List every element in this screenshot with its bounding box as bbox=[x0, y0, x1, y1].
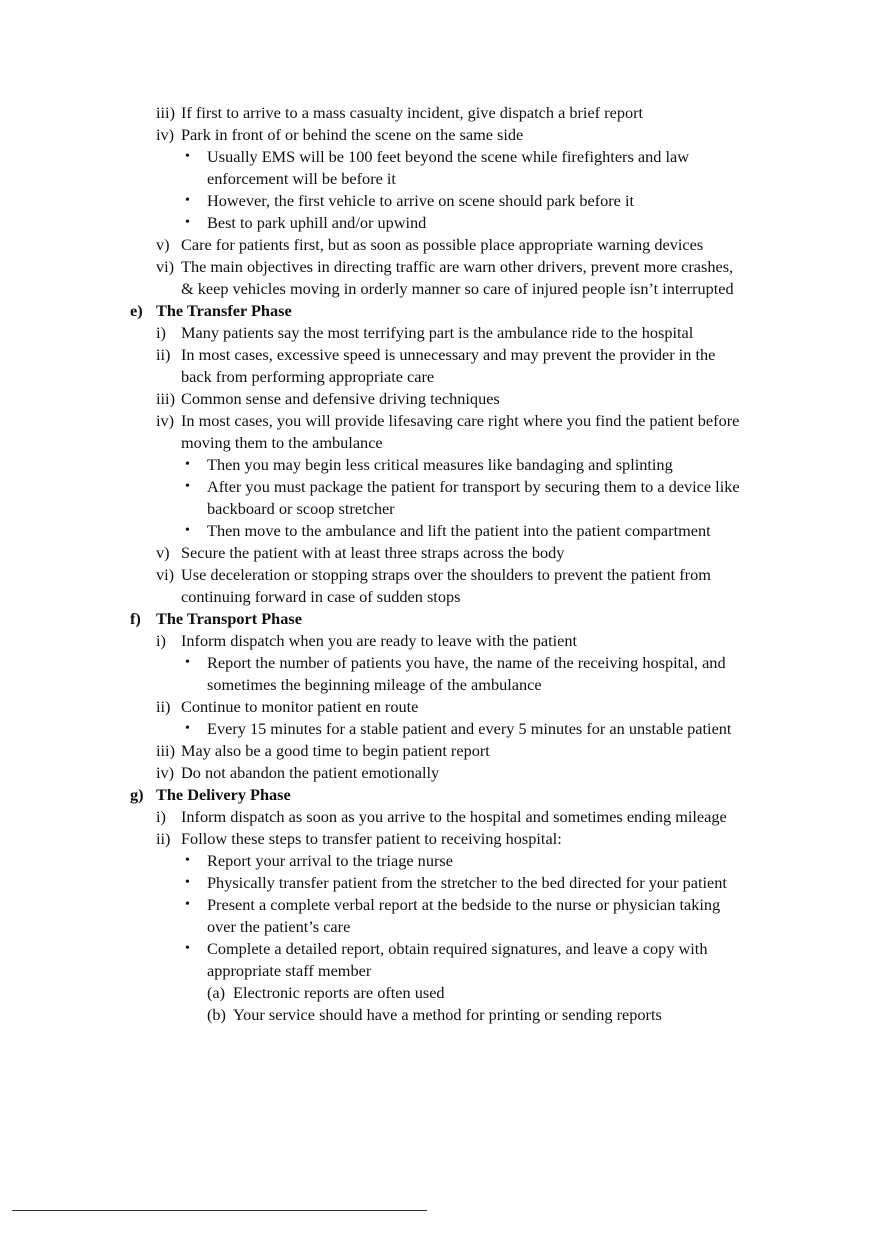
list-item-text: In most cases, excessive speed is unnecessary and may prevent the provider in the bbox=[181, 345, 716, 364]
list-marker: vi) bbox=[156, 257, 175, 276]
bullet-marker: • bbox=[185, 215, 190, 230]
list-marker: v) bbox=[156, 543, 170, 562]
list-item-text: If first to arrive to a mass casualty incident, give dispatch a brief report bbox=[181, 103, 644, 122]
list-item-text: Present a complete verbal report at the bedside to the nurse or physician taking bbox=[207, 895, 721, 914]
list-marker: i) bbox=[156, 807, 166, 826]
list-item-text: Use deceleration or stopping straps over the shoulders to prevent the patient from bbox=[181, 565, 711, 584]
list-item-text: Many patients say the most terrifying part is the ambulance ride to the hospital bbox=[181, 323, 694, 342]
list-marker: (b) bbox=[207, 1005, 226, 1024]
list-marker: iv) bbox=[156, 125, 175, 144]
list-item-text: May also be a good time to begin patient report bbox=[181, 741, 490, 760]
list-marker: iii) bbox=[156, 389, 175, 408]
bullet-marker: • bbox=[185, 149, 190, 164]
list-item-text: Report the number of patients you have, the name of the receiving hospital, and bbox=[207, 653, 726, 672]
list-item-text: Then you may begin less critical measures like bandaging and splinting bbox=[207, 455, 673, 474]
list-marker: ii) bbox=[156, 829, 171, 848]
section-heading: The Transfer Phase bbox=[156, 301, 292, 320]
list-item-text: & keep vehicles moving in orderly manner so care of injured people isn’t interrupted bbox=[181, 279, 734, 298]
list-marker: iii) bbox=[156, 103, 175, 122]
list-item-text: Continue to monitor patient en route bbox=[181, 697, 419, 716]
bullet-marker: • bbox=[185, 523, 190, 538]
bullet-marker: • bbox=[185, 721, 190, 736]
section-marker: g) bbox=[130, 785, 144, 804]
section-heading: The Delivery Phase bbox=[156, 785, 291, 804]
list-marker: ii) bbox=[156, 697, 171, 716]
bullet-marker: • bbox=[185, 655, 190, 670]
bullet-marker: • bbox=[185, 479, 190, 494]
list-item-text: Inform dispatch as soon as you arrive to the hospital and sometimes ending mileage bbox=[181, 807, 727, 826]
list-item-text: Usually EMS will be 100 feet beyond the scene while firefighters and law bbox=[207, 147, 689, 166]
list-item-text: enforcement will be before it bbox=[207, 169, 396, 188]
list-item-text: sometimes the beginning mileage of the ambulance bbox=[207, 675, 542, 694]
list-item-text: continuing forward in case of sudden stops bbox=[181, 587, 461, 606]
bullet-marker: • bbox=[185, 897, 190, 912]
list-item-text: appropriate staff member bbox=[207, 961, 372, 980]
list-item-text: In most cases, you will provide lifesaving care right where you find the patient before bbox=[181, 411, 740, 430]
bullet-marker: • bbox=[185, 853, 190, 868]
list-marker: i) bbox=[156, 631, 166, 650]
list-marker: v) bbox=[156, 235, 170, 254]
list-item-text: Common sense and defensive driving techniques bbox=[181, 389, 500, 408]
list-marker: ii) bbox=[156, 345, 171, 364]
list-marker: iv) bbox=[156, 411, 175, 430]
list-item-text: Do not abandon the patient emotionally bbox=[181, 763, 440, 782]
list-item-text: Complete a detailed report, obtain required signatures, and leave a copy with bbox=[207, 939, 708, 958]
list-item-text: After you must package the patient for transport by securing them to a device like bbox=[207, 477, 740, 496]
list-item-text: Physically transfer patient from the stretcher to the bed directed for your patient bbox=[207, 873, 727, 892]
list-item-text: Every 15 minutes for a stable patient and every 5 minutes for an unstable patient bbox=[207, 719, 732, 738]
list-item-text: over the patient’s care bbox=[207, 917, 351, 936]
list-item-text: However, the first vehicle to arrive on scene should park before it bbox=[207, 191, 635, 210]
list-item-text: Park in front of or behind the scene on the same side bbox=[181, 125, 524, 144]
footnote-separator bbox=[12, 1210, 427, 1211]
list-item-text: Care for patients first, but as soon as possible place appropriate warning devices bbox=[181, 235, 704, 254]
section-marker: f) bbox=[130, 609, 141, 628]
list-item-text: Then move to the ambulance and lift the patient into the patient compartment bbox=[207, 521, 711, 540]
list-item-text: Follow these steps to transfer patient to receiving hospital: bbox=[181, 829, 562, 848]
list-marker: iii) bbox=[156, 741, 175, 760]
list-item-text: back from performing appropriate care bbox=[181, 367, 435, 386]
list-item-text: backboard or scoop stretcher bbox=[207, 499, 395, 518]
bullet-marker: • bbox=[185, 457, 190, 472]
bullet-marker: • bbox=[185, 193, 190, 208]
section-marker: e) bbox=[130, 301, 143, 320]
list-item-text: Inform dispatch when you are ready to leave with the patient bbox=[181, 631, 578, 650]
list-item-text: Report your arrival to the triage nurse bbox=[207, 851, 453, 870]
list-marker: vi) bbox=[156, 565, 175, 584]
list-item-text: moving them to the ambulance bbox=[181, 433, 383, 452]
bullet-marker: • bbox=[185, 941, 190, 956]
list-marker: iv) bbox=[156, 763, 175, 782]
list-item-text: Secure the patient with at least three straps across the body bbox=[181, 543, 565, 562]
list-marker: (a) bbox=[207, 983, 226, 1002]
list-item-text: Electronic reports are often used bbox=[233, 983, 445, 1002]
list-item-text: Best to park uphill and/or upwind bbox=[207, 213, 427, 232]
bullet-marker: • bbox=[185, 875, 190, 890]
list-item-text: Your service should have a method for printing or sending reports bbox=[233, 1005, 662, 1024]
list-marker: i) bbox=[156, 323, 166, 342]
section-heading: The Transport Phase bbox=[156, 609, 302, 628]
list-item-text: The main objectives in directing traffic are warn other drivers, prevent more crashes, bbox=[181, 257, 734, 276]
